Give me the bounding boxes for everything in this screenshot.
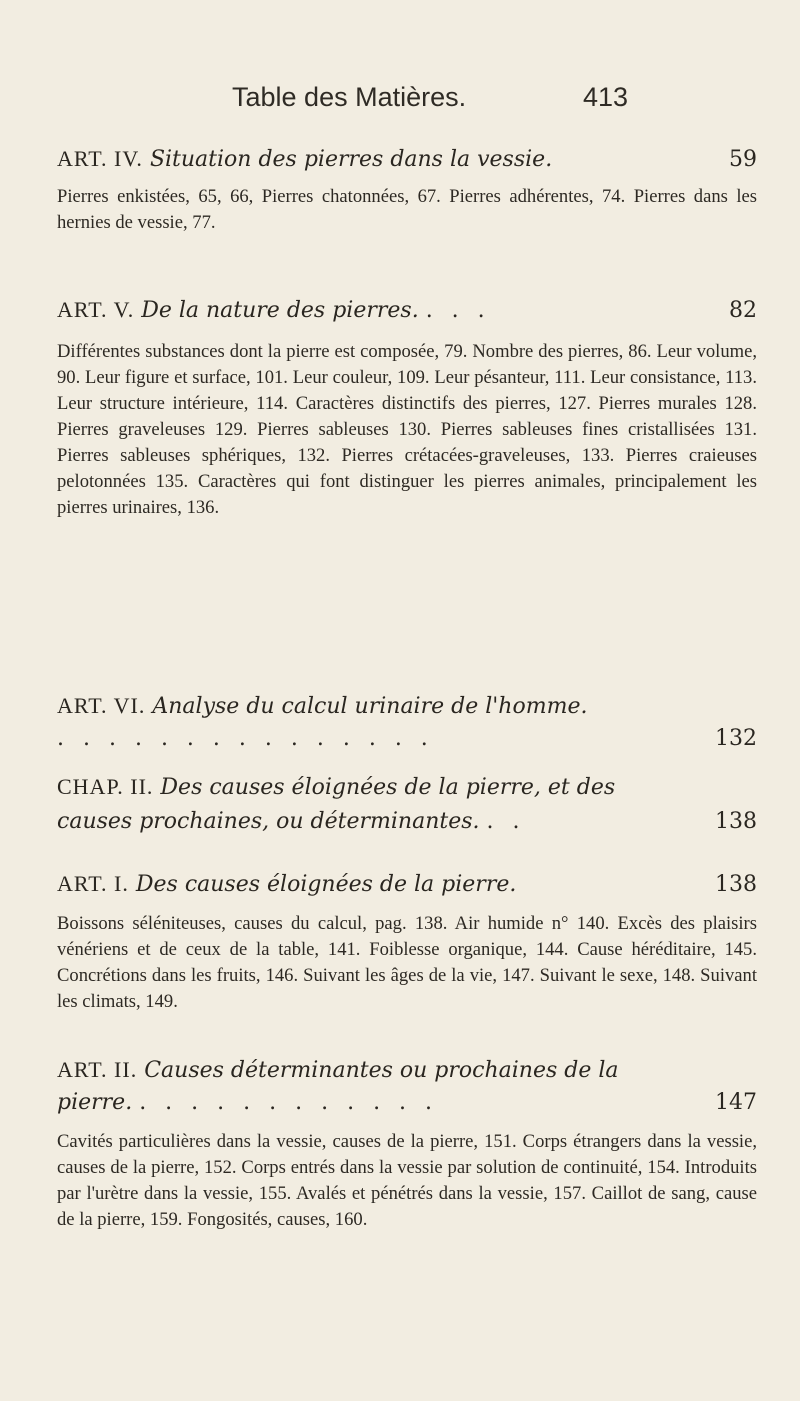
section-art-v	[57, 294, 757, 521]
section-title: De la nature des pierres.	[141, 298, 419, 323]
section-art-iv	[57, 143, 757, 236]
section-heading	[57, 294, 757, 327]
section-body: Cavités particulières dans la vessie, causes de la pierre, 151. Corps étrangers dans la vessie, causes de la pierre, 152. Corps entrés dans la vessie par solution de continuité, 154. Introduits par l'urètre dans la vessie, 155. Avalés et pénétrés dans la vessie, 157. Caillot de sang, cause de la pierre, 159. Fongosités, causes, 160.	[57, 1131, 757, 1230]
page-number: 413	[583, 82, 629, 112]
section-title: Analyse du calcul urinaire de l'homme.	[152, 694, 588, 719]
chapter-heading	[57, 770, 757, 839]
section-body: Pierres enkistées, 65, 66, Pierres chatonnées, 67. Pierres adhérentes, 74. Pierres dans les hernies de vessie, 77.	[57, 186, 757, 233]
section-body: Boissons séléniteuses, causes du calcul, pag. 138. Air humide n° 140. Excès des plaisirs vénériens et de ceux de la table, 141. Foiblesse organique, 144. Cause héréditaire, 145. Concrétions dans les fruits, 146. Suivant les âges de la vie, 147. Suivant le sexe, 148. Suivant les climats, 149.	[57, 913, 757, 1012]
section-art-ii	[57, 1054, 757, 1233]
leader-line	[57, 723, 757, 755]
section-heading	[57, 1054, 757, 1119]
section-art-vi	[57, 690, 757, 755]
section-label: ART. II.	[57, 1057, 138, 1082]
section-page-ref: 138	[715, 872, 757, 897]
running-head	[0, 80, 800, 120]
section-label: ART. I.	[57, 871, 129, 896]
leader-dots: . . .	[425, 298, 491, 323]
section-heading	[57, 690, 757, 723]
running-head-title: Table des Matières.	[232, 82, 467, 112]
section-heading	[57, 143, 757, 176]
section-label: ART. V.	[57, 297, 135, 322]
section-label: ART. VI.	[57, 693, 146, 718]
section-page-ref: 132	[715, 726, 757, 751]
chapter-ii	[57, 770, 757, 839]
chapter-title: Des causes éloignées de la pierre, et des causes prochaines, ou déterminantes.	[57, 775, 616, 834]
chapter-page-ref: 138	[715, 809, 757, 834]
section-title: Situation des pierres dans la vessie.	[149, 147, 553, 172]
section-heading	[57, 868, 757, 901]
section-body: Différentes substances dont la pierre est composée, 79. Nombre des pierres, 86. Leur volume, 90. Leur figure et surface, 101. Leur couleur, 109. Leur pésanteur, 111. Leur consistance, 113. Leur structure intérieure, 114. Caractères distinctifs des pierres, 127. Pierres murales 128. Pierres graveleuses 129. Pierres sableuses 130. Pierres sableuses fines cristallisées 131. Pierres sableuses sphériques, 132. Pierres crétacées-graveleuses, 133. Pierres craieuses pelotonnées 135. Caractères qui font distinguer les pierres animales, principalement les pierres urinaires, 136.	[57, 341, 757, 518]
section-label: ART. IV.	[57, 146, 143, 171]
chapter-label: CHAP. II.	[57, 774, 154, 799]
section-art-i	[57, 868, 757, 1015]
section-page-ref: 147	[715, 1090, 757, 1115]
section-title: Des causes éloignées de la pierre.	[135, 872, 517, 897]
leader-dots: . . . . . . . . . . . .	[139, 1090, 439, 1115]
leader-dots: . . . . . . . . . . . . . . .	[57, 726, 434, 751]
section-page-ref: 59	[729, 147, 757, 172]
leader-dots: . .	[486, 809, 526, 834]
section-page-ref: 82	[729, 298, 757, 323]
section-title: Causes déterminantes ou prochaines de la pierre.	[57, 1058, 619, 1115]
